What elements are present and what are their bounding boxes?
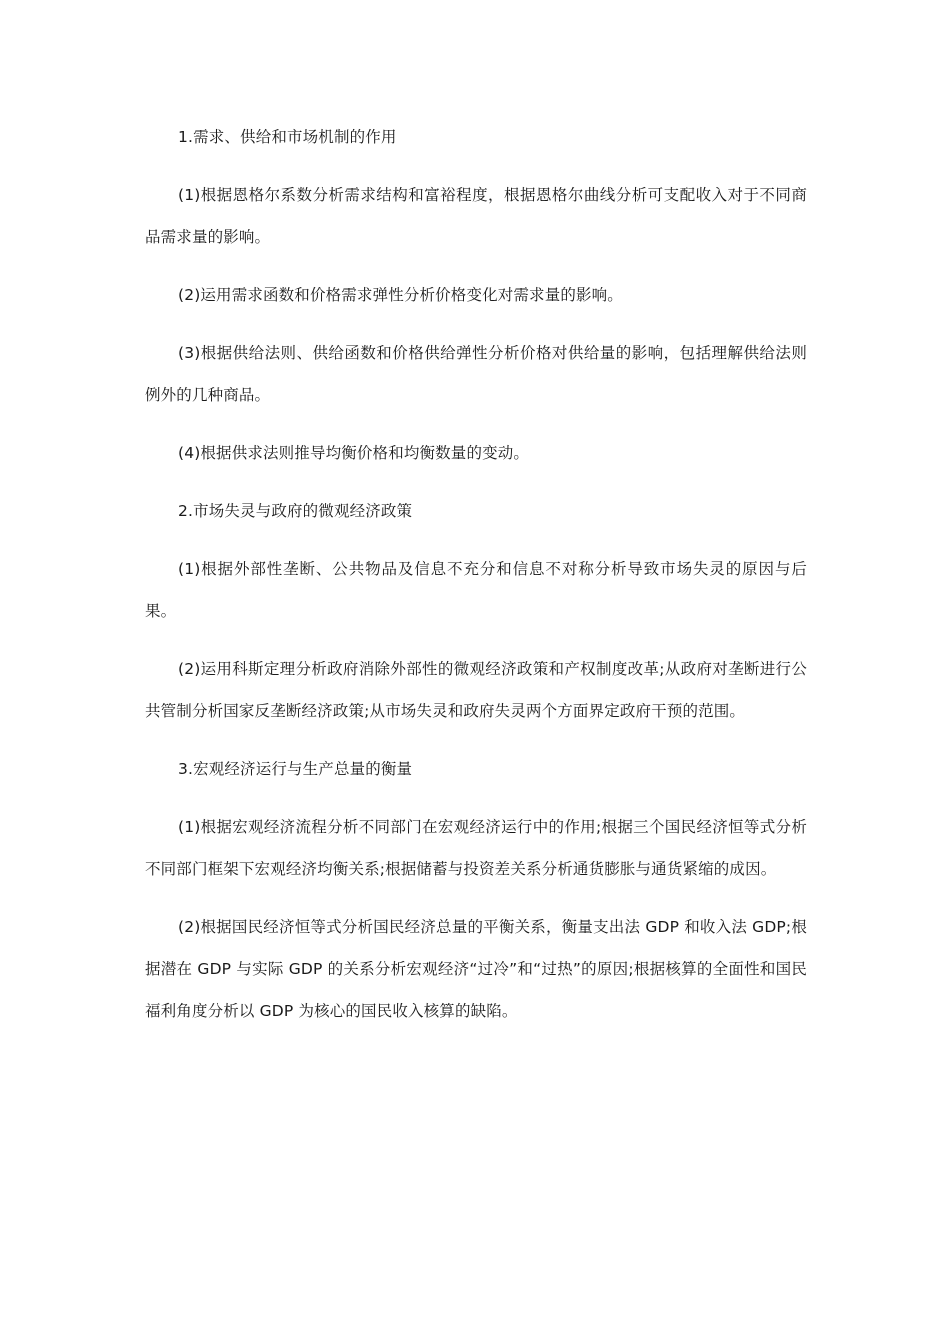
paragraph: (1)根据外部性垄断、公共物品及信息不充分和信息不对称分析导致市场失灵的原因与后果。 [145, 560, 807, 620]
paragraph: (1)根据宏观经济流程分析不同部门在宏观经济运行中的作用;根据三个国民经济恒等式分析不同部门框架下宏观经济均衡关系;根据储蓄与投资差关系分析通货膨胀与通货紧缩的成因。 [145, 818, 807, 878]
document-body [145, 116, 807, 1048]
section-heading-2: 2.市场失灵与政府的微观经济政策 [178, 502, 413, 520]
section-heading-1: 1.需求、供给和市场机制的作用 [178, 128, 397, 146]
paragraph: (1)根据恩格尔系数分析需求结构和富裕程度，根据恩格尔曲线分析可支配收入对于不同商品需求量的影响。 [145, 186, 807, 246]
paragraph: (3)根据供给法则、供给函数和价格供给弹性分析价格对供给量的影响，包括理解供给法则例外的几种商品。 [145, 344, 807, 404]
paragraph: (2)根据国民经济恒等式分析国民经济总量的平衡关系，衡量支出法 GDP 和收入法 GDP;根据潜在 GDP 与实际 GDP 的关系分析宏观经济“过冷”和“过热”的原因;根据核算的全面性和国民福利角度分析以 GDP 为核心的国民收入核算的缺陷。 [145, 918, 807, 1020]
section-heading-3: 3.宏观经济运行与生产总量的衡量 [178, 760, 413, 778]
paragraph: (2)运用需求函数和价格需求弹性分析价格变化对需求量的影响。 [178, 286, 623, 304]
paragraph: (4)根据供求法则推导均衡价格和均衡数量的变动。 [178, 444, 530, 462]
paragraph: (2)运用科斯定理分析政府消除外部性的微观经济政策和产权制度改革;从政府对垄断进行公共管制分析国家反垄断经济政策;从市场失灵和政府失灵两个方面界定政府干预的范围。 [145, 660, 807, 720]
